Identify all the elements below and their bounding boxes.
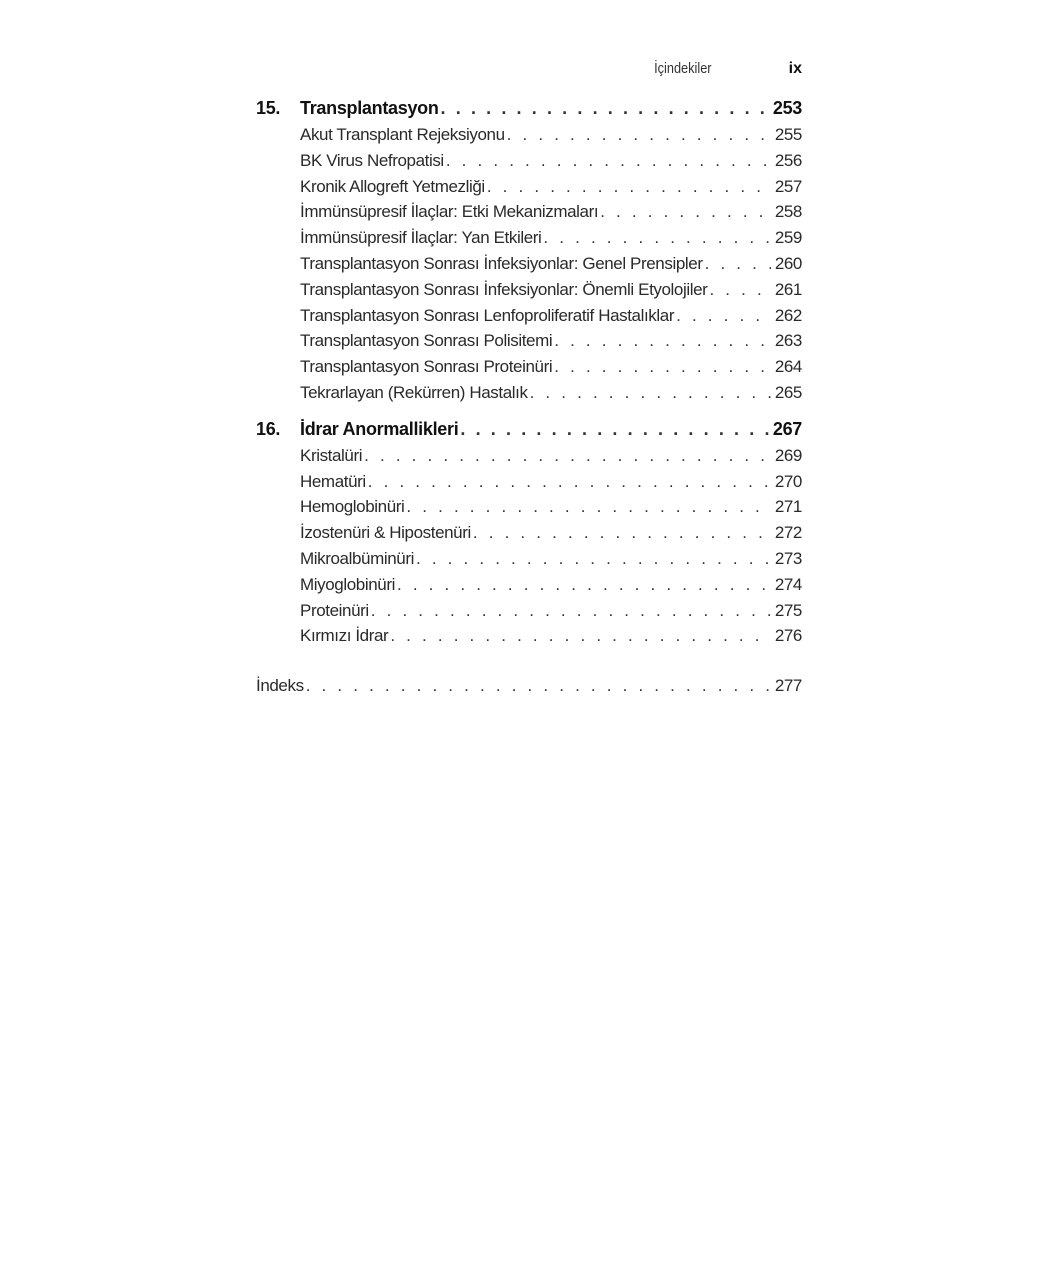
entry-page: 256 (774, 150, 802, 170)
entry-title: Transplantasyon Sonrası Proteinüri (300, 357, 553, 377)
entry-title: Akut Transplant Rejeksiyonu (300, 125, 505, 144)
entry-page: 275 (774, 600, 802, 620)
toc-entry[interactable] (256, 472, 802, 498)
toc-entry[interactable] (256, 601, 802, 627)
entry-title: Transplantasyon Sonrası İnfeksiyonlar: Genel Prensipler (300, 253, 703, 273)
entry-title: İmmünsüpresif İlaçlar: Etki Mekanizmaları (300, 202, 599, 222)
entry-title: Kristalüri (300, 445, 363, 465)
chapter-page: 267 (772, 418, 802, 439)
entry-title: Transplantasyon Sonrası İnfeksiyonlar: Önemli Etyolojiler (300, 279, 708, 299)
dot-leader (552, 357, 771, 377)
spacer (256, 652, 802, 676)
toc-entry[interactable] (256, 280, 802, 306)
dot-leader (485, 177, 771, 197)
dot-leader (541, 228, 770, 248)
entry-title: Hemoglobinüri (300, 497, 405, 517)
entry-page: 260 (774, 253, 802, 273)
entry-page: 273 (774, 548, 802, 568)
dot-leader (598, 202, 771, 222)
entry-title: Mikroalbüminüri (300, 548, 414, 568)
toc-entry[interactable] (256, 306, 802, 332)
chapter-heading[interactable] (256, 98, 802, 125)
dot-leader (471, 523, 771, 543)
toc-entry[interactable] (256, 446, 802, 472)
entry-page: 276 (774, 626, 802, 646)
entry-title: İzostenüri & Hipostenüri (300, 523, 471, 543)
dot-leader (528, 383, 771, 403)
entry-title: Tekrarlayan (Rekürren) Hastalık (300, 382, 528, 402)
toc-entry[interactable] (256, 497, 802, 523)
dot-leader (552, 331, 771, 351)
entry-page: 272 (774, 523, 802, 543)
toc-entry[interactable] (256, 357, 802, 383)
entry-title: Kırmızı İdrar (300, 626, 389, 646)
entry-page: 269 (774, 445, 802, 465)
entry-page: 274 (774, 574, 802, 594)
entry-title: Transplantasyon Sonrası Lenfoproliferatif Hastalıklar (300, 305, 675, 325)
toc-entry[interactable] (256, 202, 802, 228)
toc-entry[interactable] (256, 626, 802, 652)
index-page: 277 (774, 676, 802, 696)
toc-entry[interactable] (256, 125, 802, 151)
entry-page: 262 (774, 305, 802, 325)
chapter-title: Transplantasyon (300, 98, 439, 118)
toc-entry[interactable] (256, 523, 802, 549)
page-header (256, 60, 802, 82)
dot-leader (366, 472, 771, 492)
dot-leader (388, 626, 771, 646)
toc-entry[interactable] (256, 228, 802, 254)
entry-page: 259 (774, 228, 802, 248)
toc-entry[interactable] (256, 383, 802, 409)
entry-title: Miyoglobinüri (300, 574, 395, 594)
toc-entry[interactable] (256, 151, 802, 177)
dot-leader (439, 98, 769, 119)
chapter-number: 16. (256, 418, 281, 439)
spacer (256, 409, 802, 419)
toc-entry[interactable] (256, 254, 802, 280)
dot-leader (703, 254, 771, 274)
index-title: İndeks (256, 676, 304, 696)
dot-leader (707, 280, 770, 300)
entry-title: İmmünsüpresif İlaçlar: Yan Etkileri (300, 228, 542, 248)
entry-page: 261 (774, 279, 802, 299)
entry-page: 258 (774, 202, 802, 222)
dot-leader (414, 549, 771, 569)
toc-entry[interactable] (256, 331, 802, 357)
chapter-page: 253 (772, 98, 802, 118)
dot-leader (362, 446, 771, 466)
dot-leader (369, 601, 771, 621)
toc-entry[interactable] (256, 177, 802, 203)
dot-leader (304, 676, 771, 696)
table-of-contents (256, 98, 802, 702)
entry-page: 271 (774, 497, 802, 517)
chapter-number: 15. (256, 98, 281, 118)
dot-leader (444, 151, 771, 171)
dot-leader (458, 419, 768, 440)
index-entry[interactable] (256, 676, 802, 702)
entry-title: Proteinüri (300, 600, 369, 620)
entry-page: 264 (774, 357, 802, 377)
toc-entry[interactable] (256, 575, 802, 601)
entry-title: Transplantasyon Sonrası Polisitemi (300, 331, 553, 351)
running-title: İçindekiler (654, 60, 712, 77)
toc-entry[interactable] (256, 549, 802, 575)
dot-leader (395, 575, 771, 595)
entry-page: 255 (774, 125, 802, 144)
entry-page: 265 (774, 382, 802, 402)
entry-title: Hematüri (300, 471, 366, 491)
entry-title: Kronik Allogreft Yetmezliği (300, 176, 485, 196)
entry-page: 270 (774, 471, 802, 491)
chapter-heading[interactable] (256, 419, 802, 446)
dot-leader (404, 497, 770, 517)
dot-leader (505, 125, 771, 145)
dot-leader (674, 306, 771, 326)
page-number: ix (788, 60, 802, 77)
chapter-title: İdrar Anormallikleri (300, 418, 459, 439)
entry-title: BK Virus Nefropatisi (300, 150, 444, 170)
entry-page: 257 (774, 176, 802, 196)
entry-page: 263 (774, 331, 802, 351)
